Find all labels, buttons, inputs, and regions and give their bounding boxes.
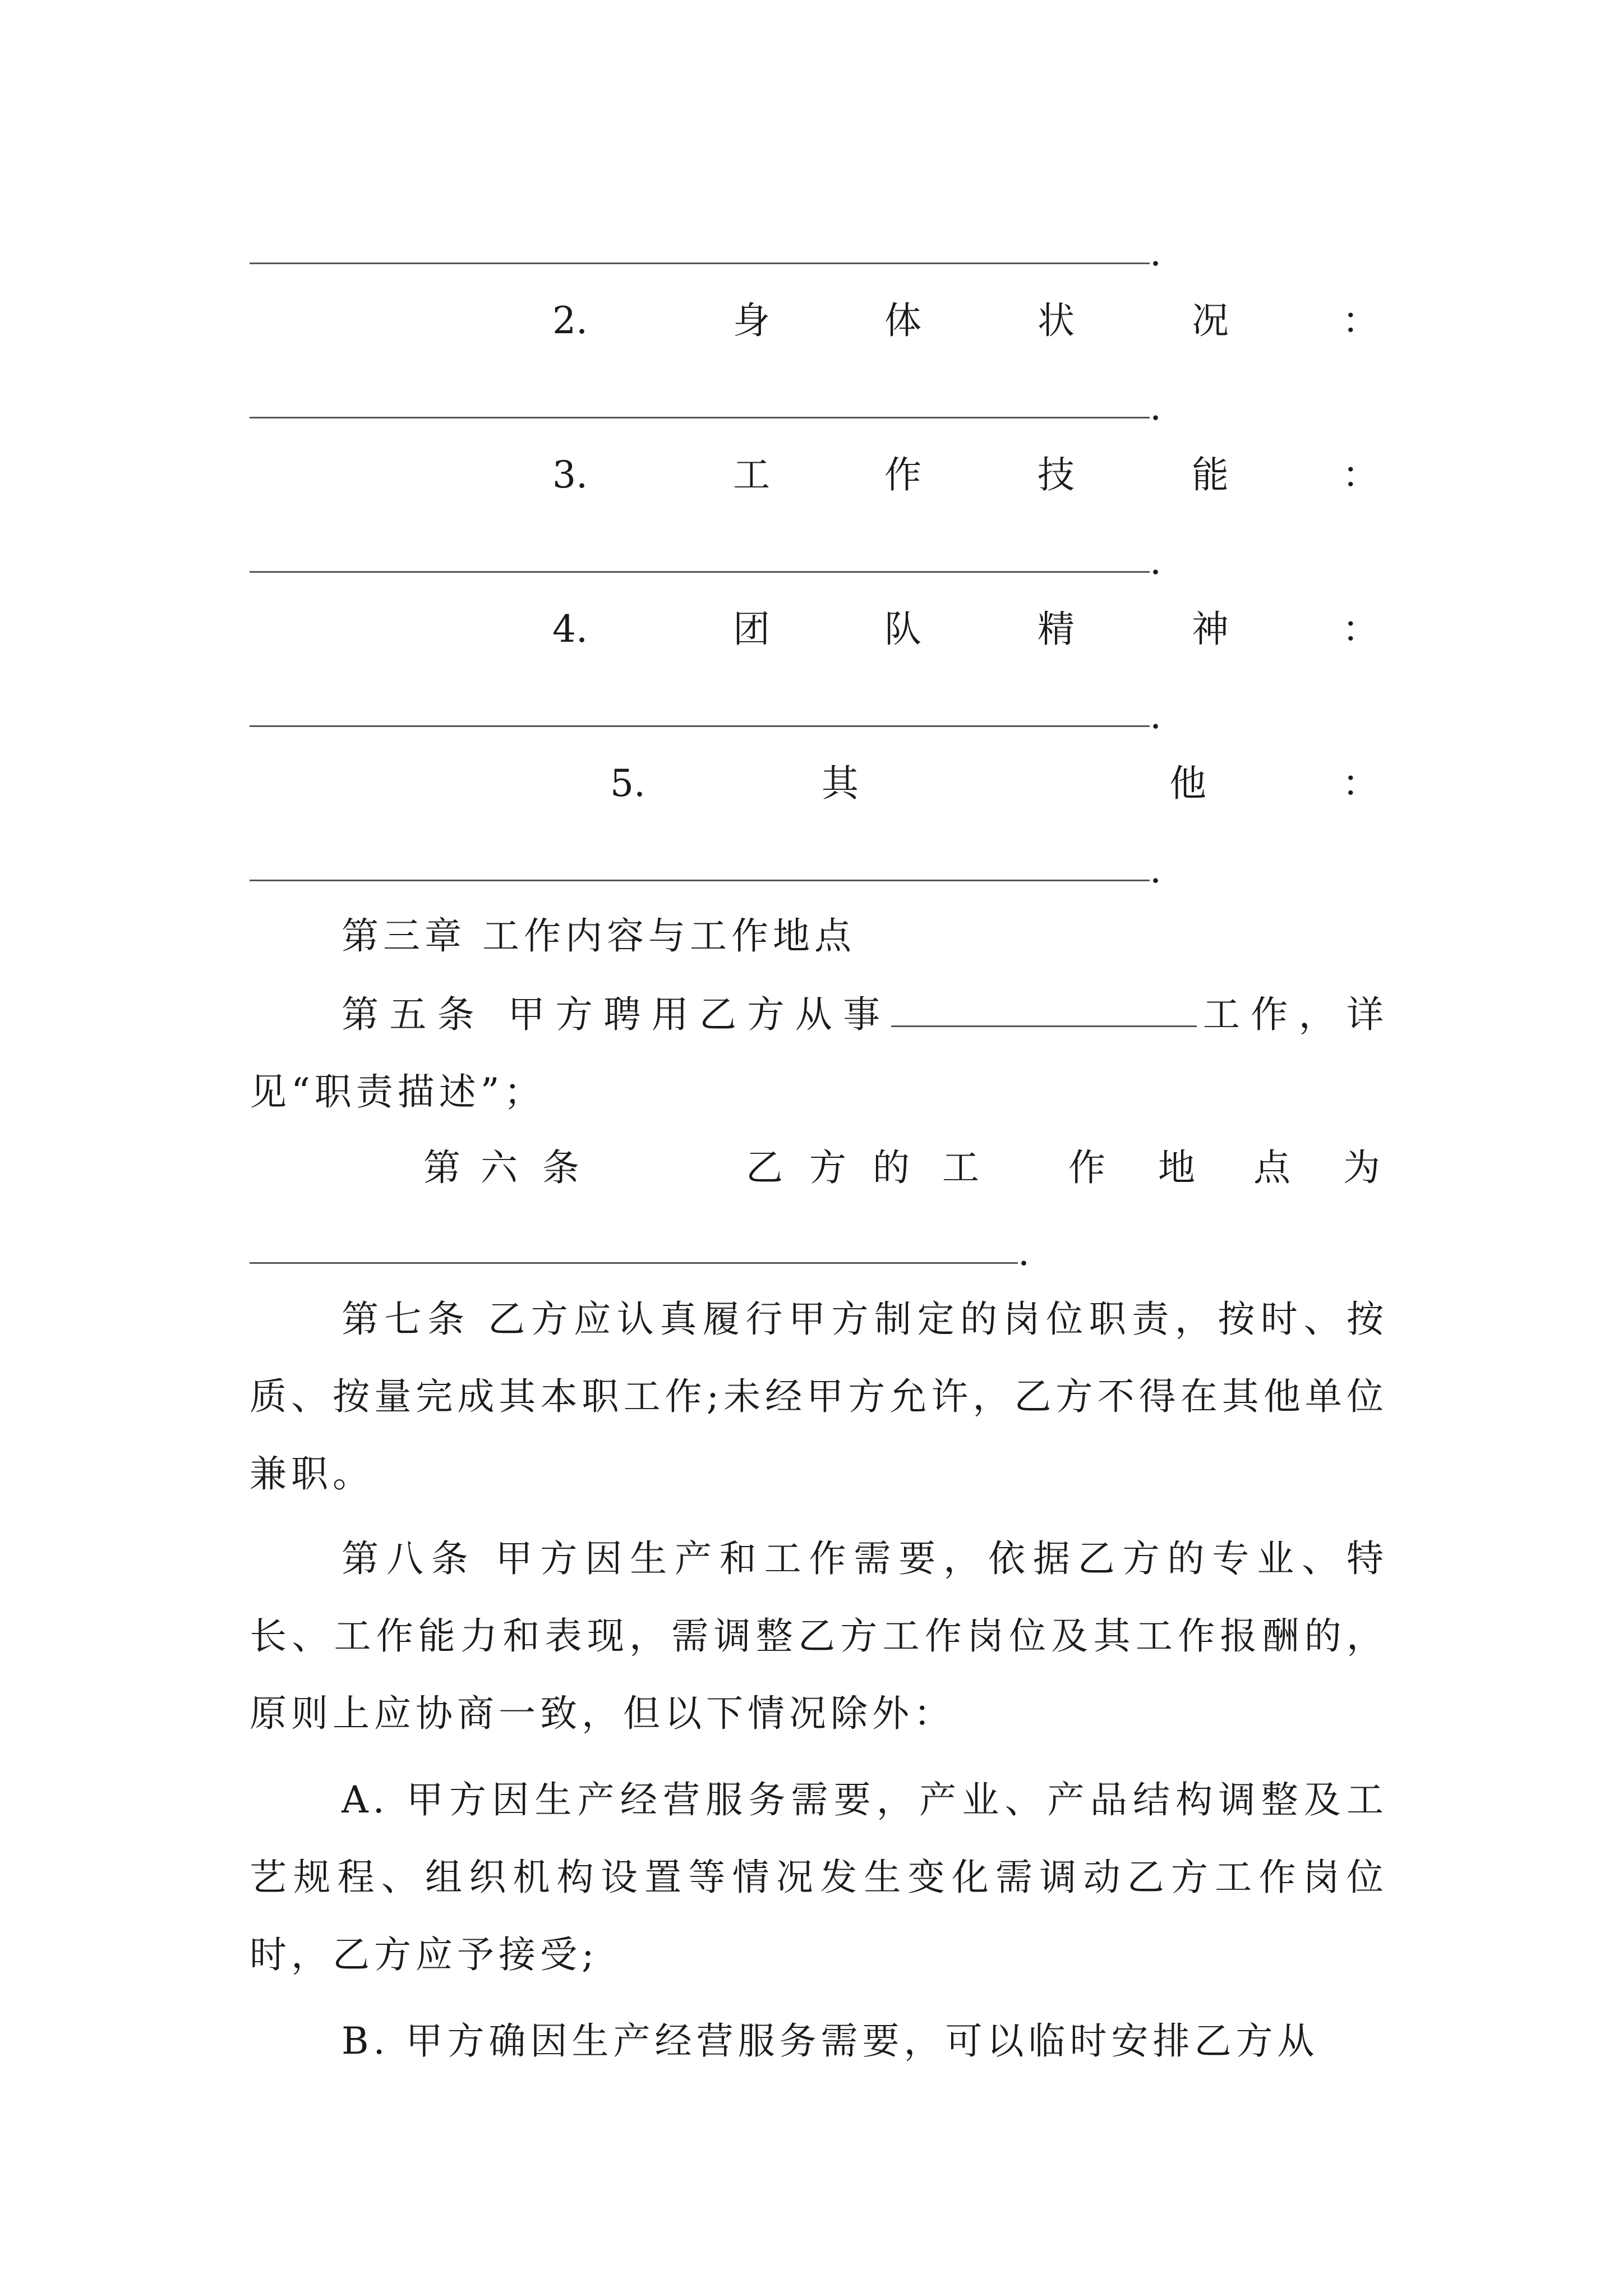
fill-in-line[interactable]: [250, 571, 1150, 573]
evaluation-item-teamwork: [250, 604, 1388, 655]
fill-in-line[interactable]: [250, 880, 1150, 881]
work-location-blank[interactable]: [250, 1262, 1018, 1264]
item-char: 他: [1169, 762, 1206, 805]
evaluation-item-skills: [250, 450, 1388, 500]
item-char: 况: [1192, 299, 1229, 342]
item-colon: ：: [1342, 608, 1379, 651]
article-6-char: 条: [542, 1146, 579, 1189]
item-char: 技: [1038, 453, 1075, 496]
article-6-char: 地: [1158, 1146, 1195, 1189]
article-5: [250, 976, 1388, 1131]
clause-b: B. 甲方确因生产经营服务需要，可以临时安排乙方从: [342, 2019, 1319, 2063]
article-6-char: 方: [809, 1146, 846, 1189]
article-6-char: 工: [942, 1146, 979, 1189]
item-char: 状: [1038, 299, 1075, 342]
item-char: 其: [822, 762, 859, 805]
article-7: 第七条 乙方应认真履行甲方制定的岗位职责，按时、按质、按量完成其本职工作;未经甲方允许，乙方不得在其他单位兼职。: [250, 1297, 1388, 1496]
evaluation-item-other: [250, 758, 1388, 809]
line-end-period: .: [1150, 848, 1161, 891]
item-char: 作: [884, 453, 921, 496]
article-5-text-before: 第五条 甲方聘用乙方从事: [342, 993, 891, 1036]
article-8: 第八条 甲方因生产和工作需要，依据乙方的专业、特长、工作能力和表现，需调整乙方工作岗位及其工作报酬的，原则上应协商一致，但以下情况除外：: [250, 1537, 1388, 1735]
article-6-char: 六: [481, 1146, 518, 1189]
chapter-heading: 第三章 工作内容与工作地点: [342, 914, 856, 958]
line-end-period: .: [1150, 231, 1161, 274]
article-6-char: 的: [873, 1146, 910, 1189]
article-5-text-after: 工作，详见“职责描述”；: [250, 993, 1389, 1114]
article-6-char: 为: [1343, 1146, 1380, 1189]
article-6-char: 作: [1068, 1146, 1105, 1189]
item-number: 5.: [610, 762, 645, 805]
fill-in-line[interactable]: [250, 263, 1150, 264]
fill-in-line[interactable]: [250, 725, 1150, 727]
fill-in-line[interactable]: [250, 417, 1150, 418]
line-end-period: .: [1150, 694, 1161, 737]
item-char: 队: [884, 608, 921, 651]
article-6-char: 第: [423, 1146, 460, 1189]
item-char: 体: [884, 299, 921, 342]
item-char: 神: [1192, 608, 1229, 651]
clause-a: A. 甲方因生产经营服务需要，产业、产品结构调整及工艺规程、组织机构设置等情况发生变化需调动乙方工作岗位时，乙方应予接受;: [250, 1778, 1388, 1976]
evaluation-item-health: [250, 296, 1388, 346]
item-number: 3.: [552, 453, 588, 496]
line-end-period: .: [1150, 385, 1161, 429]
article-6-char: 点: [1253, 1146, 1290, 1189]
line-end-period: .: [1150, 540, 1161, 583]
article-6: [250, 1143, 1388, 1193]
item-char: 工: [733, 453, 770, 496]
article-6-char: 乙: [746, 1146, 783, 1189]
item-colon: ：: [1342, 762, 1379, 805]
item-char: 身: [733, 299, 770, 342]
job-title-blank[interactable]: [891, 996, 1197, 1027]
item-number: 2.: [552, 299, 588, 342]
item-char: 能: [1192, 453, 1229, 496]
item-colon: ：: [1342, 453, 1379, 496]
line-end-period: .: [1018, 1231, 1030, 1274]
item-char: 精: [1038, 608, 1075, 651]
item-number: 4.: [552, 608, 588, 651]
item-char: 团: [733, 608, 770, 651]
item-colon: ：: [1342, 299, 1379, 342]
